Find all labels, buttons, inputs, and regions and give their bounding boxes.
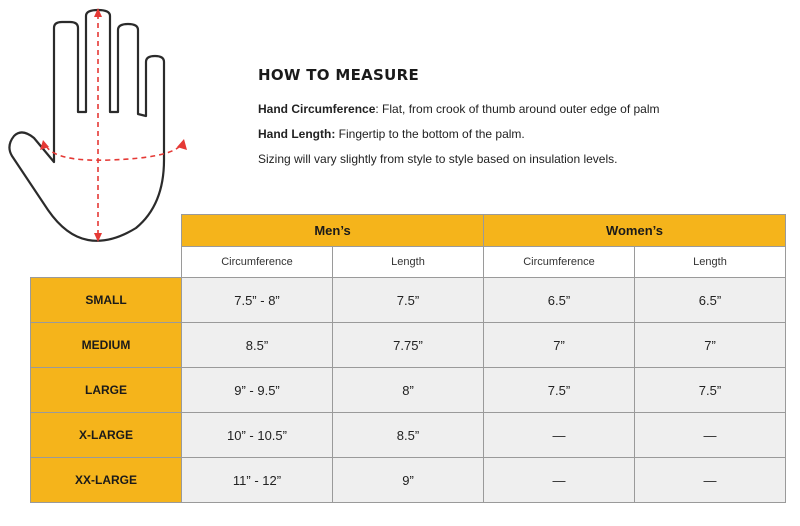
womens-circumference-cell: 7.5” (484, 368, 635, 413)
mens-circumference-cell: 9” - 9.5” (182, 368, 333, 413)
size-label: X-LARGE (31, 413, 182, 458)
mens-length-header: Length (333, 247, 484, 278)
circumference-instruction (258, 102, 738, 116)
womens-header: Women’s (484, 215, 786, 247)
size-label: LARGE (31, 368, 182, 413)
circumference-text: : Flat, from crook of thumb around outer edge of palm (375, 102, 660, 116)
womens-circumference-cell: 6.5” (484, 278, 635, 323)
womens-length-cell: 7.5” (635, 368, 786, 413)
mens-length-cell: 8” (333, 368, 484, 413)
womens-circumference-cell: 7” (484, 323, 635, 368)
mens-length-cell: 7.75” (333, 323, 484, 368)
mens-length-cell: 7.5” (333, 278, 484, 323)
group-header-row (31, 215, 786, 247)
sizing-note: Sizing will vary slightly from style to style based on insulation levels. (258, 152, 618, 166)
mens-length-cell: 8.5” (333, 413, 484, 458)
length-label: Hand Length: (258, 127, 336, 141)
mens-circumference-cell: 7.5” - 8” (182, 278, 333, 323)
blank-corner-cell (31, 215, 182, 247)
size-label: MEDIUM (31, 323, 182, 368)
table-row (31, 368, 786, 413)
mens-circumference-cell: 11” - 12” (182, 458, 333, 503)
womens-circumference-header: Circumference (484, 247, 635, 278)
hand-measure-illustration (0, 0, 200, 250)
mens-header: Men’s (182, 215, 484, 247)
womens-length-cell: — (635, 458, 786, 503)
how-to-measure-section (258, 66, 738, 177)
size-chart-table (30, 214, 786, 503)
hand-outline (9, 10, 164, 241)
womens-circumference-cell: — (484, 413, 635, 458)
circumference-arrow-right-icon (177, 139, 187, 150)
how-to-measure-title: HOW TO MEASURE (258, 66, 420, 84)
size-label: XX-LARGE (31, 458, 182, 503)
mens-circumference-header: Circumference (182, 247, 333, 278)
subheader-row (31, 247, 786, 278)
table-row (31, 458, 786, 503)
length-text: Fingertip to the bottom of the palm. (335, 127, 525, 141)
womens-length-cell: 7” (635, 323, 786, 368)
womens-length-cell: — (635, 413, 786, 458)
table-row (31, 278, 786, 323)
table-row (31, 323, 786, 368)
womens-length-header: Length (635, 247, 786, 278)
mens-circumference-cell: 8.5” (182, 323, 333, 368)
size-label: SMALL (31, 278, 182, 323)
table-row (31, 413, 786, 458)
womens-length-cell: 6.5” (635, 278, 786, 323)
length-instruction (258, 127, 738, 141)
womens-circumference-cell: — (484, 458, 635, 503)
blank-subheader-cell (31, 247, 182, 278)
mens-circumference-cell: 10” - 10.5” (182, 413, 333, 458)
circumference-label: Hand Circumference (258, 102, 376, 116)
circumference-measure-line (46, 146, 180, 160)
mens-length-cell: 9” (333, 458, 484, 503)
